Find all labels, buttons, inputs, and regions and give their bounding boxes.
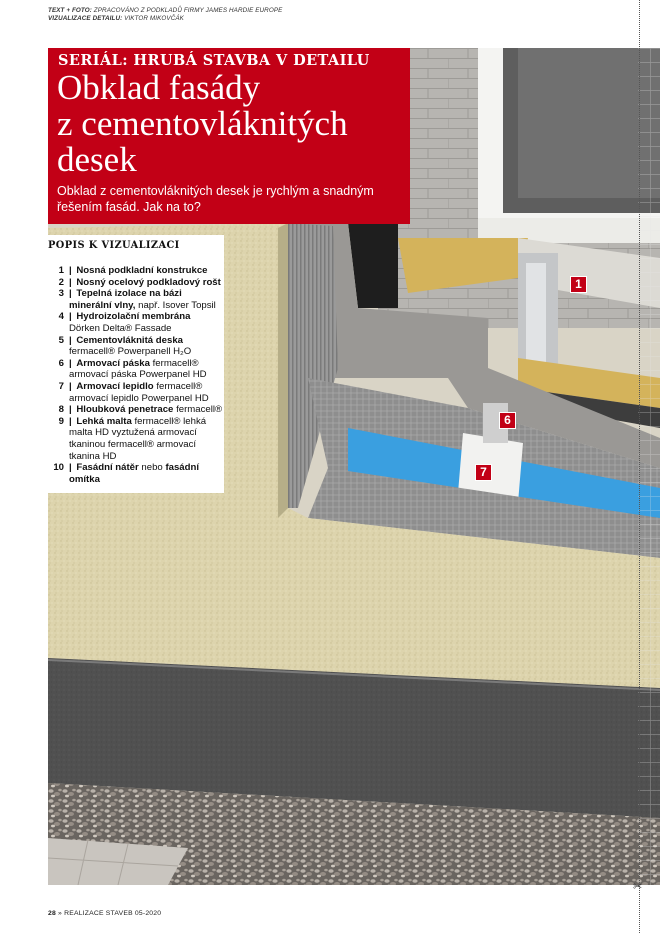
title-line-1: Obklad fasády (57, 68, 261, 107)
legend-num: 6 (58, 357, 64, 369)
legend-term-2: fasádní omítka (69, 462, 200, 485)
legend-desc: fermacell® Powerpanell H₂O (69, 346, 192, 358)
callout-1: 1 (570, 276, 587, 293)
legend-term: Hloubková penetrace (76, 404, 174, 416)
magazine-issue: REALIZACE STAVEB 05-2020 (64, 910, 162, 917)
legend-desc: nebo (138, 462, 166, 474)
legend-num: 9 (58, 415, 64, 427)
legend-num: 4 (58, 311, 64, 323)
legend-term: Hydroizolační membrána (76, 311, 191, 323)
cut-line (639, 0, 640, 933)
credit-text: ZPRACOVÁNO Z PODKLADŮ FIRMY JAMES HARDIE EUROPE (91, 7, 283, 14)
legend-item: 7 | Armovací lepidlo fermacell® armovací lepidlo Powerpanel HD (48, 381, 224, 404)
legend-desc: fermacell® lehká malta HD vyztužená armovací tkaninou fermacell® armovací tkanina HD (69, 415, 207, 462)
footer-separator: » (55, 910, 65, 917)
title-line-3: desek (57, 140, 137, 179)
legend-item: 8 | Hloubková penetrace fermacell® (48, 404, 224, 416)
series-label: SERIÁL: HRUBÁ STAVBA V DETAILU (58, 52, 370, 69)
legend-item: 4 | Hydroizolační membrána Dörken Delta® Fassade (48, 311, 224, 334)
legend-term: Tepelná izolace na bázi minerální vlny, (69, 288, 182, 311)
legend-term: Armovací páska (76, 357, 150, 369)
scissors-icon: ✂ (633, 881, 643, 893)
legend-title: POPIS K VIZUALIZACI (48, 240, 180, 251)
legend-term: Nosný ocelový podkladový rošt (76, 276, 221, 288)
article-header (48, 48, 410, 224)
legend-item: 9 | Lehká malta fermacell® lehká malta HD vyztužená armovací tkaninou fermacell® armovací tkanina HD (48, 416, 224, 462)
title-line-2: z cementovláknitých (57, 104, 348, 143)
legend-num: 10 (53, 462, 64, 474)
legend-item: 1 | Nosná podkladní konstrukce (48, 265, 224, 277)
legend-item: 10 | Fasádní nátěr nebo fasádní omítka (48, 462, 224, 485)
legend-num: 7 (58, 380, 64, 392)
legend-term: Nosná podkladní konstrukce (76, 265, 208, 276)
legend-term: Fasádní nátěr (76, 462, 139, 474)
legend-term: Cementovláknitá deska (76, 334, 184, 346)
legend-list (48, 265, 224, 485)
legend-item: 3 | Tepelná izolace na bázi minerální vlny, např. Isover Topsil (48, 288, 224, 311)
legend-item: 6 | Armovací páska fermacell® armovací páska Powerpanel HD (48, 358, 224, 381)
credit-label-text: TEXT + FOTO: (48, 7, 92, 14)
visualization-legend (48, 235, 224, 493)
legend-desc: fermacell® armovací páska Powerpanel HD (69, 357, 207, 381)
page-number: 28 (48, 910, 56, 917)
legend-term: Lehká malta (76, 415, 132, 427)
credit-label-visualization: VIZUALIZACE DETAILU: (48, 15, 123, 23)
legend-num: 8 (58, 404, 64, 416)
legend-item: 5 | Cementovláknitá deska fermacell® Powerpanell H₂O (48, 335, 224, 358)
page-footer (48, 910, 161, 917)
article-title (57, 70, 407, 178)
callout-6: 6 (499, 412, 516, 429)
legend-term: Armovací lepidlo (76, 380, 154, 392)
legend-desc: fermacell® (173, 404, 223, 416)
legend-num: 5 (58, 334, 64, 346)
article-lead: Obklad z cementovláknitých desek je rychlým a snadným řešením fasád. Jak na to? (57, 184, 374, 214)
credits (48, 7, 282, 23)
legend-num: 1 (58, 265, 64, 276)
legend-desc: např. Isover Topsil (135, 299, 216, 311)
legend-num: 2 (58, 276, 64, 288)
legend-desc: fermacell® armovací lepidlo Powerpanel HD (69, 380, 209, 404)
callout-7: 7 (475, 464, 492, 481)
legend-item: 2 | Nosný ocelový podkladový rošt (48, 277, 224, 289)
legend-desc: Dörken Delta® Fassade (69, 322, 172, 334)
credit-visualization: VIKTOR MIKOVČÁK (122, 15, 184, 23)
legend-num: 3 (58, 288, 64, 300)
